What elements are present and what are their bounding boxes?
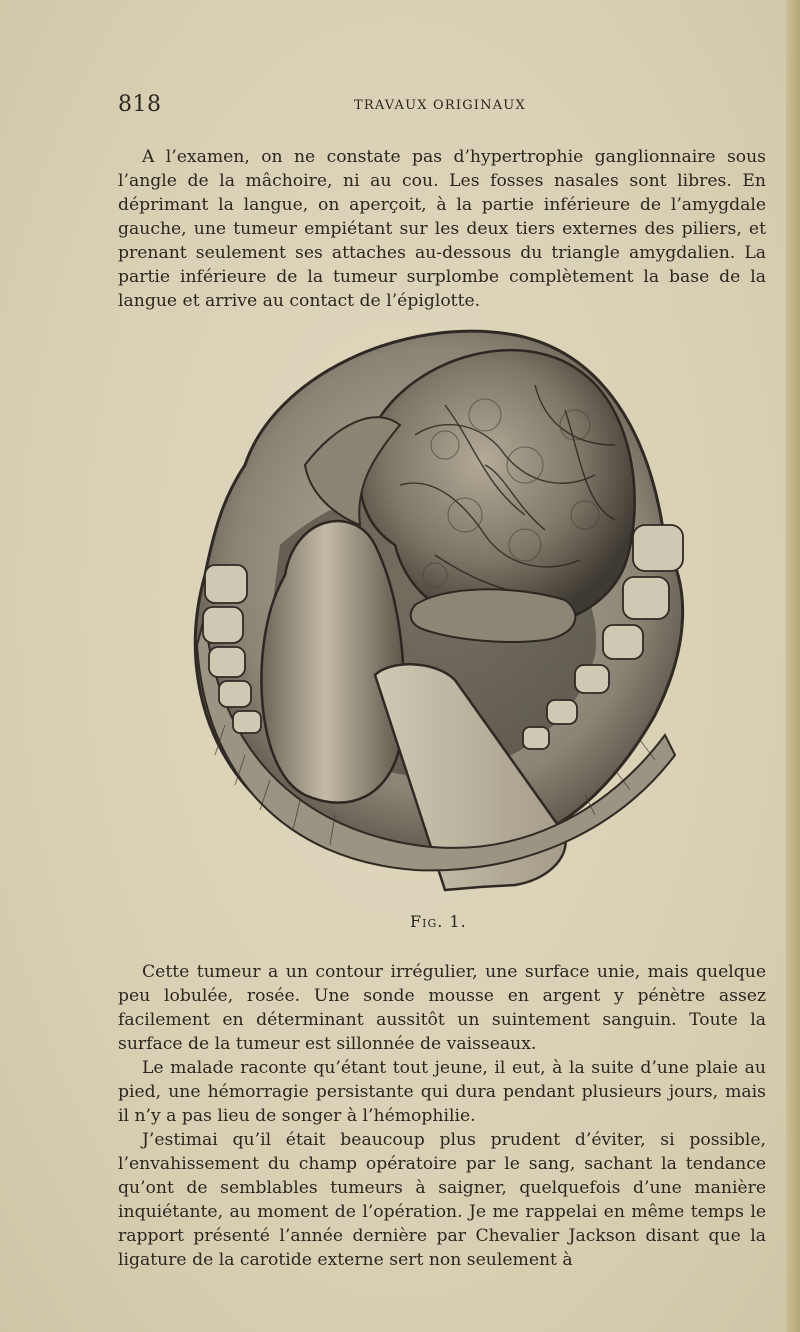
paragraph-tumor-description: Cette tumeur a un contour irrégulier, une surface unie, mais quelque peu lobulée, rosée. Une sonde mousse en argent y pénètre assez facilement en déterminant aussitôt un suintement sanguin. Toute la surface de la tumeur est sillonnée de vaisseaux. <box>118 962 766 1054</box>
figure-caption: Fig. 1. <box>410 912 467 931</box>
figure-throat-tumor-illustration <box>185 315 700 905</box>
paragraph-surgical-decision: J’estimai qu’il était beaucoup plus prudent d’éviter, si possible, l’envahissement du champ opératoire par le sang, sachant la tendance qu’ont de semblables tumeurs à saigner, quelquefois d’une manière inquiétante, au moment de l’opération. Je me rappelai en même temps le rapport présenté l’année dernière par Chevalier Jackson disant que la ligature de la carotide externe sert non seulement à <box>118 1130 766 1270</box>
paragraph-examination: A l’examen, on ne constate pas d’hypertrophie ganglionnaire sous l’angle de la mâchoire, ni au cou. Les fosses nasales sont libres. En déprimant la langue, on aperçoit, à la partie inférieure de l’amygdale gauche, une tumeur empiétant sur les deux tiers externes des piliers, et prenant seulement ses attaches au-dessous du triangle amygdalien. La partie inférieure de la tumeur surplombe complètement la base de la langue et arrive au contact de l’épiglotte. <box>118 147 766 311</box>
page-header <box>118 92 768 126</box>
tumor-lower-lobe <box>411 589 576 642</box>
paragraph-patient-history: Le malade raconte qu’étant tout jeune, il eut, à la suite d’une plaie au pied, une hémorragie persistante qui dura pendant plusieurs jours, mais il n’y a pas lieu de songer à l’hémophilie. <box>118 1058 766 1126</box>
running-head: TRAVAUX ORIGINAUX <box>354 98 526 113</box>
page-number: 818 <box>118 92 162 117</box>
page-edge <box>786 0 800 1332</box>
